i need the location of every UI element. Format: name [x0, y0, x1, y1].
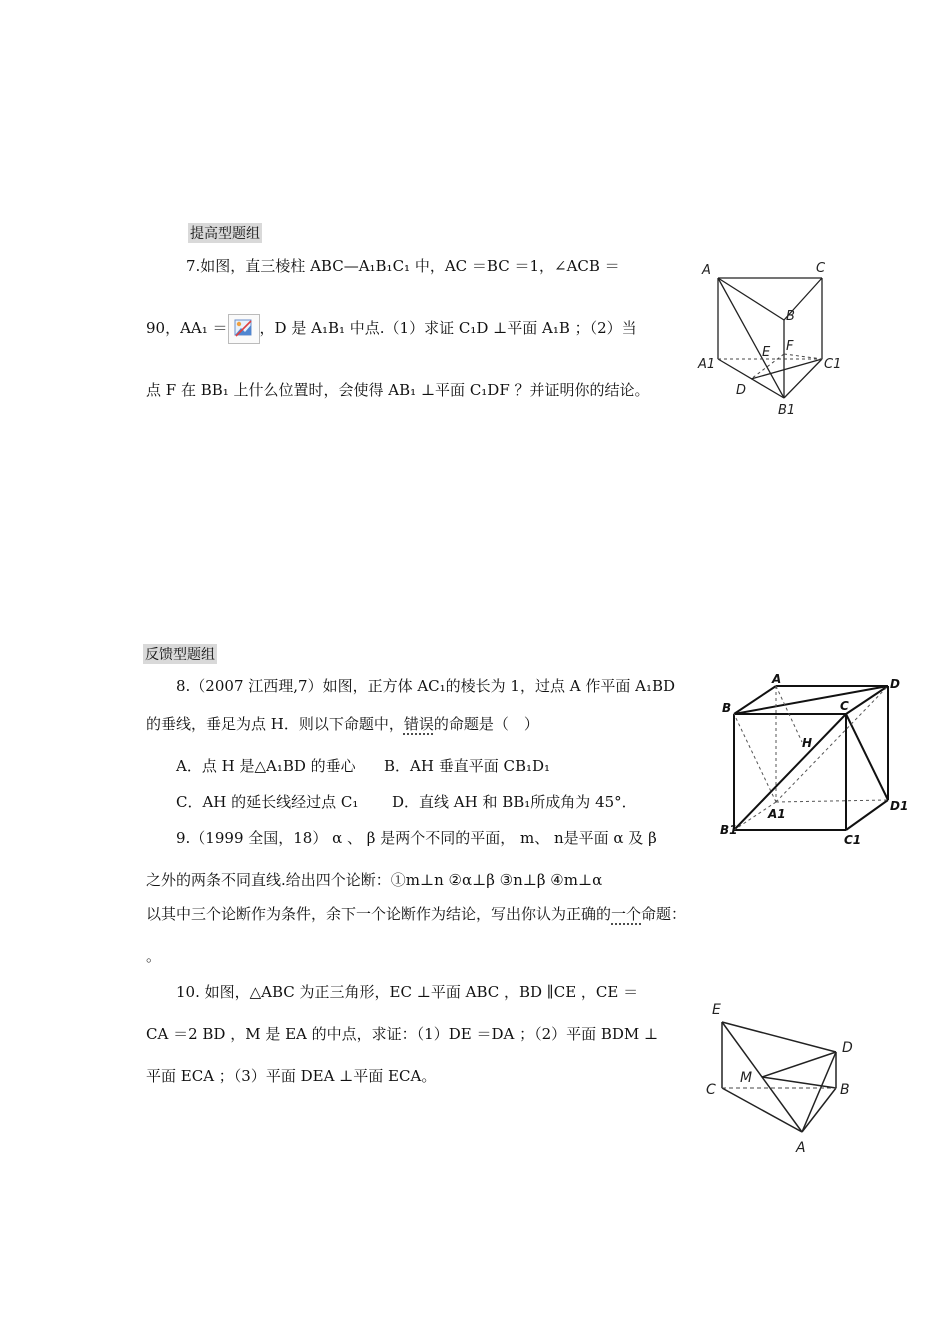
problem-7-line-2-post: ，D 是 A₁B₁ 中点.（1）求证 C₁D ⊥平面 A₁B ；（2）当: [259, 319, 637, 337]
problem-8-option-a: A．点 H 是△A₁BD 的垂心: [176, 757, 356, 775]
fig8-label-A: A: [772, 672, 782, 686]
fig10-label-A: A: [796, 1140, 806, 1156]
problem-8-line-1: 8.（2007 江西理,7）如图，正方体 AC₁的棱长为 1，过点 A 作平面 A₁BD: [176, 677, 676, 695]
fig10-label-E: E: [712, 1002, 721, 1018]
fig10-label-C: C: [706, 1082, 716, 1098]
problem-9-emphasis: 一个: [611, 905, 642, 923]
prism-figure: [692, 256, 852, 416]
problem-9-line-1: 9.（1999 全国，18） α 、 β 是两个不同的平面， m、 n是平面 α 及 β: [176, 829, 657, 847]
section-heading-advanced: 提高型题组: [188, 223, 262, 243]
problem-9-line-3-post: 命题：: [641, 905, 687, 923]
fig7-label-A1: A1: [698, 357, 716, 372]
section-heading-feedback: 反馈型题组: [143, 644, 217, 664]
fig7-label-B: B: [786, 309, 795, 324]
problem-9-line-4: 。: [146, 947, 162, 965]
problem-7-line-3: 点 F 在 BB₁ 上什么位置时，会使得 AB₁ ⊥平面 C₁DF ？并证明你的结论。: [146, 381, 650, 399]
problem-9-line-2: 之外的两条不同直线.给出四个论断：①m⊥n ②α⊥β ③n⊥β ④m⊥α: [146, 871, 603, 889]
cube-figure: [716, 672, 912, 848]
problem-8-emphasis: 错误: [403, 715, 434, 733]
fig8-label-C: C: [840, 699, 849, 713]
problem-10-line-2: CA ＝2 BD ，M 是 EA 的中点，求证：（1）DE ＝DA ；（2）平面 BDM ⊥: [146, 1025, 659, 1043]
fig8-label-B: B: [722, 701, 732, 715]
fig8-label-A1: A1: [768, 807, 786, 821]
problem-10-line-1: 10. 如图，△ABC 为正三角形，EC ⊥平面 ABC ，BD ∥CE ，CE ＝: [176, 983, 639, 1001]
problem-8-line-2-pre: 的垂线，垂足为点 H．则以下命题中，: [146, 715, 404, 733]
fig10-label-M: M: [740, 1070, 753, 1086]
problem-8-option-c: C．AH 的延长线经过点 C₁: [176, 793, 359, 811]
problem-7-line-1: 7.如图，直三棱柱 ABC—A₁B₁C₁ 中，AC ＝BC ＝1，∠ACB ＝: [186, 257, 620, 275]
problem-8-line-2-post: 的命题是（ ）: [433, 715, 539, 733]
fig8-label-H: H: [802, 736, 813, 750]
problem-10-line-3: 平面 ECA ；（3）平面 DEA ⊥平面 ECA。: [146, 1067, 437, 1085]
problem-8-line-2: [146, 714, 539, 734]
fig7-label-C1: C1: [824, 357, 842, 372]
fig8-label-D: D: [890, 677, 900, 691]
fig7-label-B1: B1: [778, 403, 796, 416]
problem-7-line-2-pre: 90，AA₁ ＝: [146, 319, 228, 337]
problem-9-line-3: [146, 904, 686, 924]
fig7-label-F: F: [786, 339, 794, 354]
problem-8-option-d: D．直线 AH 和 BB₁所成角为 45°．: [392, 793, 637, 811]
fig10-label-D: D: [842, 1040, 853, 1056]
fig10-label-B: B: [840, 1082, 850, 1098]
problem-9-line-3-pre: 以其中三个论断作为条件，余下一个论断作为结论，写出你认为正确的: [146, 905, 612, 923]
fig7-label-A: A: [702, 263, 711, 278]
problem-8-option-b: B．AH 垂直平面 CB₁D₁: [384, 757, 551, 775]
pyramid-figure: [700, 996, 870, 1160]
fig8-label-D1: D1: [890, 799, 909, 813]
broken-image-icon: [228, 314, 260, 344]
fig7-label-C: C: [816, 261, 826, 276]
fig7-label-D: D: [736, 383, 747, 398]
problem-7-line-2: [146, 314, 637, 344]
fig8-label-B1: B1: [720, 823, 738, 837]
fig8-label-C1: C1: [844, 833, 862, 847]
fig7-label-E: E: [762, 345, 771, 360]
